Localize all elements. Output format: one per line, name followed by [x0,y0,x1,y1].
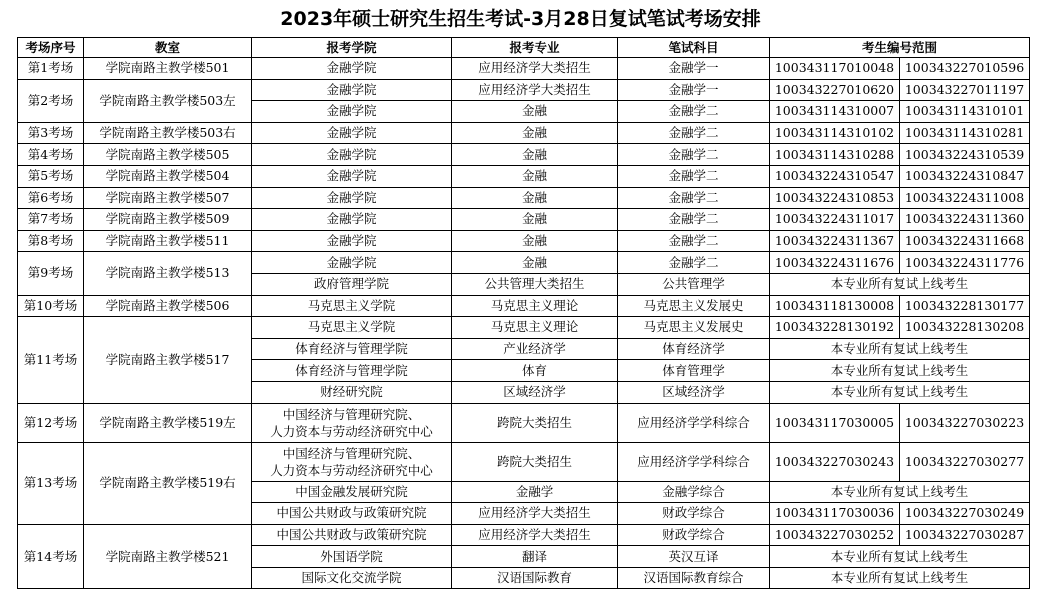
major-cell: 区域经济学 [452,381,618,403]
major-cell: 金融 [452,230,618,252]
major-cell: 金融 [452,165,618,187]
room-seq-cell: 第3考场 [18,122,84,144]
table-row [18,165,1030,187]
range-to-cell: 100343227030249 [900,503,1030,525]
college-cell [252,442,452,481]
subject-cell: 金融学二 [618,252,770,274]
range-to-cell: 100343227030277 [900,442,1030,481]
major-cell: 马克思主义理论 [452,295,618,317]
range-to-cell: 100343114310281 [900,122,1030,144]
room-seq-cell: 第1考场 [18,58,84,80]
subject-cell: 应用经济学学科综合 [618,403,770,442]
range-cell: 本专业所有复试上线考生 [770,381,1030,403]
table-row [18,230,1030,252]
college-cell: 体育经济与管理学院 [252,338,452,360]
classroom-cell: 学院南路主教学楼517 [84,317,252,403]
major-cell: 金融 [452,187,618,209]
college-cell: 国际文化交流学院 [252,567,452,589]
table-row [18,403,1030,442]
college-cell: 马克思主义学院 [252,317,452,339]
table-row [18,317,1030,339]
major-cell: 金融 [452,122,618,144]
college-cell: 中国金融发展研究院 [252,481,452,503]
major-cell: 应用经济学大类招生 [452,503,618,525]
college-cell: 中国公共财政与政策研究院 [252,524,452,546]
range-to-cell: 100343224311776 [900,252,1030,274]
range-from-cell: 100343114310102 [770,122,900,144]
table-row [18,144,1030,166]
college-line: 中国经济与管理研究院、 [282,406,421,422]
subject-cell: 金融学二 [618,122,770,144]
range-from-cell: 100343227030252 [770,524,900,546]
range-from-cell: 100343117010048 [770,58,900,80]
range-from-cell: 100343117030005 [770,403,900,442]
college-cell: 金融学院 [252,79,452,101]
subject-cell: 应用经济学学科综合 [618,442,770,481]
room-seq-cell: 第2考场 [18,79,84,122]
classroom-cell: 学院南路主教学楼519右 [84,442,252,524]
college-cell: 金融学院 [252,122,452,144]
exam-schedule-table [17,37,1030,589]
range-cell: 本专业所有复试上线考生 [770,273,1030,295]
major-cell: 汉语国际教育 [452,567,618,589]
college-cell: 财经研究院 [252,381,452,403]
subject-cell: 金融学二 [618,101,770,123]
range-to-cell: 100343227010596 [900,58,1030,80]
range-to-cell: 100343227011197 [900,79,1030,101]
classroom-cell: 学院南路主教学楼509 [84,209,252,231]
table-row [18,252,1030,274]
table-row [18,58,1030,80]
college-cell: 金融学院 [252,230,452,252]
classroom-cell: 学院南路主教学楼513 [84,252,252,295]
range-to-cell: 100343227030287 [900,524,1030,546]
subject-cell: 英汉互译 [618,546,770,568]
major-cell: 翻译 [452,546,618,568]
table-row [18,442,1030,481]
major-cell: 马克思主义理论 [452,317,618,339]
table-row [18,209,1030,231]
classroom-cell: 学院南路主教学楼503左 [84,79,252,122]
major-cell: 金融 [452,209,618,231]
college-cell: 马克思主义学院 [252,295,452,317]
subject-cell: 金融学二 [618,209,770,231]
table-row [18,79,1030,101]
college-line: 中国经济与管理研究院、 [282,445,421,461]
major-cell: 金融 [452,252,618,274]
range-to-cell: 100343224311360 [900,209,1030,231]
room-seq-cell: 第5考场 [18,165,84,187]
range-from-cell: 100343227010620 [770,79,900,101]
college-cell: 金融学院 [252,165,452,187]
subject-cell: 公共管理学 [618,273,770,295]
classroom-cell: 学院南路主教学楼507 [84,187,252,209]
range-from-cell: 100343224310853 [770,187,900,209]
subject-cell: 财政学综合 [618,503,770,525]
college-cell: 金融学院 [252,252,452,274]
room-seq-cell: 第4考场 [18,144,84,166]
major-cell: 应用经济学大类招生 [452,58,618,80]
major-cell: 体育 [452,360,618,382]
range-to-cell: 100343224311008 [900,187,1030,209]
range-from-cell: 100343114310007 [770,101,900,123]
college-cell: 金融学院 [252,144,452,166]
room-seq-cell: 第8考场 [18,230,84,252]
range-cell: 本专业所有复试上线考生 [770,481,1030,503]
subject-cell: 财政学综合 [618,524,770,546]
range-from-cell: 100343118130008 [770,295,900,317]
page-title: 2023年硕士研究生招生考试-3月28日复试笔试考场安排 [280,8,761,30]
college-cell: 外国语学院 [252,546,452,568]
classroom-cell: 学院南路主教学楼501 [84,58,252,80]
header-seq: 考场序号 [18,38,84,58]
range-cell: 本专业所有复试上线考生 [770,338,1030,360]
major-cell: 应用经济学大类招生 [452,79,618,101]
range-to-cell: 100343224311668 [900,230,1030,252]
classroom-cell: 学院南路主教学楼511 [84,230,252,252]
classroom-cell: 学院南路主教学楼503右 [84,122,252,144]
range-from-cell: 100343117030036 [770,503,900,525]
classroom-cell: 学院南路主教学楼504 [84,165,252,187]
subject-cell: 马克思主义发展史 [618,295,770,317]
range-from-cell: 100343224311017 [770,209,900,231]
range-to-cell: 100343224310847 [900,165,1030,187]
range-to-cell: 100343224310539 [900,144,1030,166]
subject-cell: 金融学二 [618,144,770,166]
table-row [18,122,1030,144]
subject-cell: 区域经济学 [618,381,770,403]
college-cell: 金融学院 [252,58,452,80]
classroom-cell: 学院南路主教学楼506 [84,295,252,317]
subject-cell: 马克思主义发展史 [618,317,770,339]
range-cell: 本专业所有复试上线考生 [770,546,1030,568]
room-seq-cell: 第9考场 [18,252,84,295]
range-from-cell: 100343224310547 [770,165,900,187]
header-subject: 笔试科目 [618,38,770,58]
college-cell: 金融学院 [252,187,452,209]
college-line: 人力资本与劳动经济研究中心 [270,423,433,439]
major-cell: 跨院大类招生 [452,442,618,481]
range-to-cell: 100343228130208 [900,317,1030,339]
table-row [18,187,1030,209]
table-row [18,524,1030,546]
subject-cell: 金融学二 [618,165,770,187]
range-cell: 本专业所有复试上线考生 [770,567,1030,589]
college-cell: 体育经济与管理学院 [252,360,452,382]
subject-cell: 汉语国际教育综合 [618,567,770,589]
room-seq-cell: 第13考场 [18,442,84,524]
classroom-cell: 学院南路主教学楼519左 [84,403,252,442]
room-seq-cell: 第7考场 [18,209,84,231]
college-cell: 金融学院 [252,101,452,123]
college-cell: 金融学院 [252,209,452,231]
range-from-cell: 100343227030243 [770,442,900,481]
room-seq-cell: 第10考场 [18,295,84,317]
major-cell: 金融 [452,144,618,166]
header-range: 考生编号范围 [770,38,1030,58]
major-cell: 金融学 [452,481,618,503]
range-from-cell: 100343224311367 [770,230,900,252]
subject-cell: 金融学一 [618,58,770,80]
subject-cell: 金融学一 [618,79,770,101]
room-seq-cell: 第11考场 [18,317,84,403]
header-row [18,38,1030,58]
header-classroom: 教室 [84,38,252,58]
room-seq-cell: 第6考场 [18,187,84,209]
major-cell: 金融 [452,101,618,123]
subject-cell: 金融学综合 [618,481,770,503]
major-cell: 产业经济学 [452,338,618,360]
range-to-cell: 100343228130177 [900,295,1030,317]
subject-cell: 体育经济学 [618,338,770,360]
college-line: 人力资本与劳动经济研究中心 [270,462,433,478]
range-cell: 本专业所有复试上线考生 [770,360,1030,382]
range-to-cell: 100343227030223 [900,403,1030,442]
college-cell [252,403,452,442]
subject-cell: 金融学二 [618,187,770,209]
range-from-cell: 100343114310288 [770,144,900,166]
classroom-cell: 学院南路主教学楼521 [84,524,252,589]
classroom-cell: 学院南路主教学楼505 [84,144,252,166]
table-body [18,58,1030,589]
range-to-cell: 100343114310101 [900,101,1030,123]
range-from-cell: 100343228130192 [770,317,900,339]
college-cell: 政府管理学院 [252,273,452,295]
range-from-cell: 100343224311676 [770,252,900,274]
college-cell: 中国公共财政与政策研究院 [252,503,452,525]
major-cell: 应用经济学大类招生 [452,524,618,546]
major-cell: 跨院大类招生 [452,403,618,442]
subject-cell: 金融学二 [618,230,770,252]
subject-cell: 体育管理学 [618,360,770,382]
room-seq-cell: 第14考场 [18,524,84,589]
header-major: 报考专业 [452,38,618,58]
room-seq-cell: 第12考场 [18,403,84,442]
header-college: 报考学院 [252,38,452,58]
table-row [18,295,1030,317]
major-cell: 公共管理大类招生 [452,273,618,295]
